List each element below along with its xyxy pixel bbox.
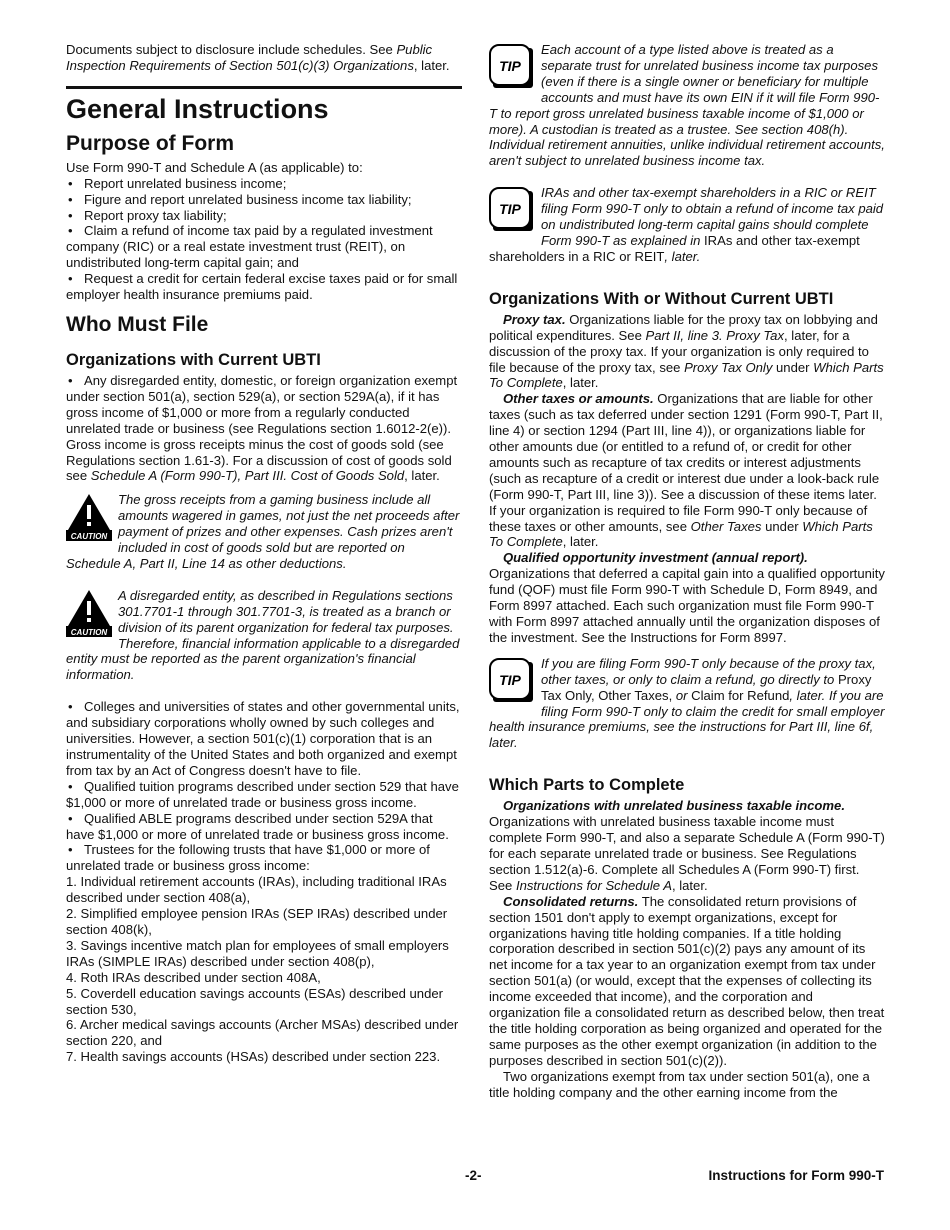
section-divider: [66, 86, 462, 89]
left-column: [66, 42, 462, 1065]
purpose-intro: Use Form 990-T and Schedule A (as applicable) to:: [66, 159, 363, 175]
svg-text:CAUTION: CAUTION: [70, 532, 108, 542]
svg-text:TIP: TIP: [499, 201, 521, 218]
trust-item: 2. Simplified employee pension IRAs (SEP IRAs) described under section 408(k),: [66, 906, 448, 937]
current-ubti-heading: Organizations with Current UBTI: [66, 350, 321, 369]
svg-text:TIP: TIP: [499, 58, 521, 74]
svg-text:TIP: TIP: [499, 671, 521, 688]
svg-text:CAUTION: CAUTION: [70, 627, 108, 637]
qualified-opportunity-paragraph: Qualified opportunity investment (annual report). Organizations that deferred a capital gain into a qualified opportunity fund (QOF) must file Form 990-T with Schedule D, Form 8949, and Form 8997 attached. Each such organization must file Form 990-T with Form 8997 attached annually until the organization disposes of the investment. See the Instructions for Form 8997.: [489, 550, 885, 645]
tip-icon: [489, 187, 535, 233]
with-or-without-ubti-heading: Organizations With or Without Current UBTI: [489, 289, 834, 308]
right-column: [489, 42, 885, 1100]
page-number: -2-: [465, 1168, 482, 1183]
trust-item: 5. Coverdell education savings accounts (ESAs) described under section 530,: [66, 985, 444, 1017]
which-parts-heading: Which Parts to Complete: [489, 776, 685, 795]
caution-icon: [66, 588, 112, 638]
tip-note: [489, 42, 885, 169]
ubti-bullet: • Any disregarded entity, domestic, or foreign organization exempt under section 501(a), section 529(a), or section 529A(a), if it has gross income of $1,000 or more from a regularly conducted unrelated trade or business (see Regulations section 1.6012-2(e)). Gross income is gross receipts minus the cost of goods sold (see Regulations section 1.61-3). For a discussion of cost of goods sold see Schedule A (Form 990-T), Part III. Cost of Goods Sold, later.: [66, 373, 462, 484]
caution-note: [66, 588, 462, 683]
tip-text: Each account of a type listed above is treated as a separate trust for unrelated business income tax purposes (even if there is a single owner or beneficiary for multiple accounts and must have its own EIN if it will file Form 990-T to report gross unrelated business taxable income of $1,000 or more). A custodian is treated as a trustee. See section 408(h). Individual retirement annuities, unlike individual retirement accounts, aren't subject to unrelated business income tax.: [489, 42, 885, 169]
tip-text: IRAs and other tax-exempt shareholders in a RIC or REIT filing Form 990-T only to obtain a refund of income tax paid on undistributed long-term capital gains should complete Form 990-T as explained in IRAs and other tax-exempt shareholders in a RIC or REIT, later.: [489, 185, 884, 264]
filer-bullet: • Qualified tuition programs described under section 529 that have $1,000 or more of unrelated trade or business gross income.: [66, 779, 462, 811]
document-title: Instructions for Form 990-T: [708, 1168, 884, 1183]
two-organizations-paragraph: Two organizations exempt from tax under section 501(a), one a title holding company and the other earning income from the: [489, 1068, 870, 1100]
purpose-bullet: • Claim a refund of income tax paid by a regulated investment company (RIC) or a real estate investment trust (REIT), on undistributed long-term capital gain; and: [66, 223, 462, 271]
tip-note: [489, 656, 885, 751]
caution-text: The gross receipts from a gaming business include all amounts wagered in games, not just the net proceeds after payment of prizes and other expenses. Cash prizes aren't included in cost of goods sold but are reported on Schedule A, Part II, Line 14 as other deductions.: [66, 492, 460, 571]
caution-icon: [66, 492, 112, 542]
intro-paragraph: Documents subject to disclosure include schedules. See Public Inspection Requirements of Section 501(c)(3) Organizations, later.: [66, 42, 450, 73]
tip-icon: [489, 658, 535, 704]
general-instructions-heading: General Instructions: [66, 93, 329, 124]
caution-text: A disregarded entity, as described in Regulations sections 301.7701-1 through 301.7701-3, is treated as a branch or division of its parent organization for federal tax purposes. Therefore, financial information applicable to a disregarded entity must be reported as the parent organization's financial information.: [66, 587, 460, 683]
consolidated-returns-paragraph: Consolidated returns. The consolidated return provisions of section 1501 don't apply to exempt organizations, except for organizations having title holding companies. If a title holding corporation described in section 501(c)(2) pays any amount of its net income for a tax year to an organization exempt from tax under section 501(a) (or would, except that the expenses of collecting its income exceeded that income), and the corporation and organization file a consolidated return as described below, then treat the title holding corporation as being organized and operated for the same purposes as the other exempt organization (in addition to the purposes described in section 501(c)(2)).: [489, 893, 885, 1068]
filer-bullet: • Qualified ABLE programs described under section 529A that have $1,000 or more of unrelated trade or business gross income.: [66, 811, 462, 843]
tip-note: [489, 185, 885, 265]
who-must-file-heading: Who Must File: [66, 312, 209, 336]
trust-item: 4. Roth IRAs described under section 408A,: [66, 969, 321, 985]
filer-bullet: • Trustees for the following trusts that have $1,000 or more of unrelated trade or business gross income:: [66, 842, 462, 874]
filer-bullet: • Colleges and universities of states and other governmental units, and subsidiary corporations wholly owned by such colleges and universities. However, a section 501(c)(1) corporation that is an instrumentality of the United States and both organized and exempt from tax by an Act of Congress doesn't have to file.: [66, 699, 462, 779]
trust-item: 3. Savings incentive match plan for employees of small employers IRAs (SIMPLE IRAs) described under section 408(p),: [66, 937, 449, 969]
purpose-heading: Purpose of Form: [66, 131, 235, 155]
purpose-bullet: • Request a credit for certain federal excise taxes paid or for small employer health insurance premiums paid.: [66, 271, 462, 303]
purpose-bullet: • Report unrelated business income;: [66, 176, 462, 192]
purpose-bullet: • Report proxy tax liability;: [66, 208, 462, 224]
trust-item: 1. Individual retirement accounts (IRAs), including traditional IRAs described under section 408(a),: [66, 874, 447, 906]
tip-text: If you are filing Form 990-T only because of the proxy tax, other taxes, or only to claim a refund, go directly to Proxy Tax Only, Other Taxes, or Claim for Refund, later. If you are filing Form 990-T only to claim the credit for small employer health insurance premiums, see the instructions for Part III, line 6f, later.: [489, 655, 885, 751]
other-taxes-paragraph: Other taxes or amounts. Organizations that are liable for other taxes (such as tax deferred under section 1291 (Form 990-T, Part II, line 4) or section 1294 (Part III, line 4)), or organizations liable for other amounts due (or entitled to a refund of, or credit for other amounts such as recapture of tax credits or interest adjustments (such as recapture of a credit or interest due under a look-back rule (Form 990-T, Part III, line 3)). See a discussion of these items later. If your organization is required to file Form 990-T only because of these taxes or other amounts, see Other Taxes under Which Parts To Complete, later.: [489, 391, 883, 550]
tip-icon: [489, 44, 535, 90]
caution-note: [66, 492, 462, 572]
unrelated-income-paragraph: Organizations with unrelated business taxable income. Organizations with unrelated business taxable income must complete Form 990-T, and also a separate Schedule A (Form 990-T) for each separate unrelated trade or business. See Regulations section 1.512(a)-6. Complete all Schedules A (Form 990-T) first. See Instructions for Schedule A, later.: [489, 798, 885, 893]
purpose-bullet: • Figure and report unrelated business income tax liability;: [66, 192, 462, 208]
trust-item: 6. Archer medical savings accounts (Archer MSAs) described under section 220, and: [66, 1017, 459, 1049]
proxy-tax-paragraph: Proxy tax. Organizations liable for the proxy tax on lobbying and political expenditures. See Part II, line 3. Proxy Tax, later, for a discussion of the proxy tax. If your organization is only required to file because of the proxy tax, see Proxy Tax Only under Which Parts To Complete, later.: [489, 311, 884, 391]
trust-item: 7. Health savings accounts (HSAs) described under section 223.: [66, 1049, 441, 1065]
